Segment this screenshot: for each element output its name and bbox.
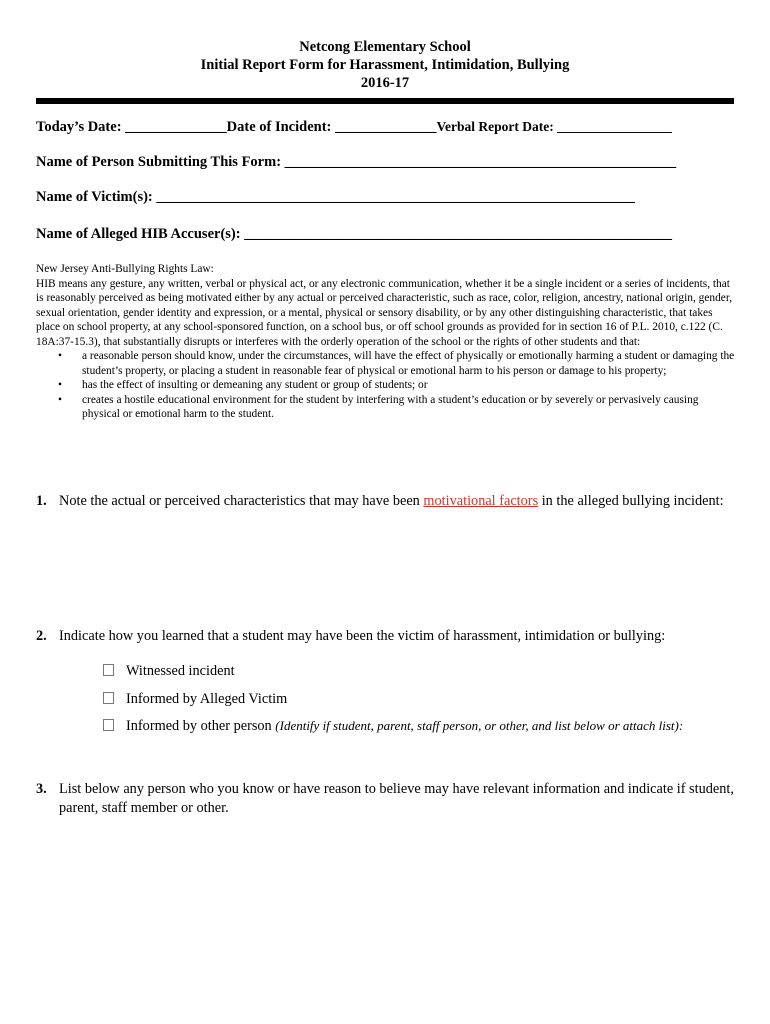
question-number: 3. [36, 781, 47, 797]
submitter-field[interactable]: Name of Person Submitting This Form: ______________________________________________________ [36, 154, 677, 170]
school-year: 2016-17 [360, 75, 410, 91]
todays-date-field[interactable]: Today’s Date: ______________ [36, 119, 227, 135]
form-title: Initial Report Form for Harassment, Intimidation, Bullying [200, 57, 570, 73]
bullet-icon: • [58, 393, 62, 406]
law-definition: HIB means any gesture, any written, verbal or physical act, or any electronic communication, whether it be a single incident or a series of incidents, that is reasonably perceived as being motivated either by any actual or perceived characteristic, such as race, color, religion, ancestry, national origin, gender, sexual orientation, gender identity and expression, or a mental, physical or sensory disability, or by any other distinguishing characteristic, that takes place on school property, at any school-sponsored function, on a school bus, or off school grounds as provided for in section 16 of P.L. 2010, c.122 (C. 18A:37-15.3), that substantially disrupts or interferes with the orderly operation of the school or the rights of other students and that: [36, 277, 733, 348]
bullet-icon: • [58, 350, 62, 362]
law-criteria-list [36, 349, 736, 422]
question-number: 1. [36, 493, 47, 509]
question-text: List below any person who you know or have reason to believe may have relevant information and indicate if student, parent, staff member or other. [59, 781, 734, 816]
checkbox-icon[interactable] [103, 719, 114, 731]
date-of-incident-field[interactable]: Date of Incident: ______________ [226, 119, 437, 135]
school-name: Netcong Elementary School [299, 39, 471, 55]
question-text: Note the actual or perceived characteristics that may have been motivational factors in the alleged bullying incident: [59, 493, 724, 509]
question-3 [36, 780, 736, 818]
option-informed-by-other[interactable]: Informed by other person (Identify if student, parent, staff person, or other, and list below or attach list): [103, 718, 683, 735]
motivational-factors-link[interactable]: motivational factors [423, 493, 539, 509]
anti-bullying-law-section [36, 262, 736, 422]
bullet-icon: • [58, 379, 62, 391]
question-number: 2. [36, 628, 47, 644]
question-1 [36, 492, 736, 511]
question-text: Indicate how you learned that a student may have been the victim of harassment, intimidation or bullying: [59, 628, 666, 644]
checkbox-icon[interactable] [103, 664, 114, 676]
victims-field[interactable]: Name of Victim(s): __________________________________________________________________ [36, 189, 635, 205]
law-criterion: • has the effect of insulting or demeaning any student or group of students; or [58, 379, 428, 391]
law-criterion: • creates a hostile educational environment for the student by interfering with a student’s education or by severely or pervasively causing physical or emotional harm to the student. [58, 393, 699, 420]
verbal-report-date-field[interactable]: Verbal Report Date: _________________ [436, 119, 672, 134]
checkbox-icon[interactable] [103, 692, 114, 704]
option-informed-by-victim[interactable]: Informed by Alleged Victim [103, 691, 287, 708]
question-2 [36, 627, 736, 646]
law-heading: New Jersey Anti-Bullying Rights Law: [36, 263, 214, 275]
law-criterion: • a reasonable person should know, under the circumstances, will have the effect of physically or emotionally harming a student or damaging the student’s property, or placing a student in reasonable fear of physical or emotional harm to his person or damage to his property; [58, 350, 735, 377]
option-witnessed-incident[interactable]: Witnessed incident [103, 663, 235, 680]
date-fields-row [36, 119, 672, 136]
accusers-field[interactable]: Name of Alleged HIB Accuser(s): ___________________________________________________________ [36, 226, 672, 242]
option-note: (Identify if student, parent, staff person, or other, and list below or attach list): [275, 718, 684, 733]
header-divider [36, 98, 734, 104]
